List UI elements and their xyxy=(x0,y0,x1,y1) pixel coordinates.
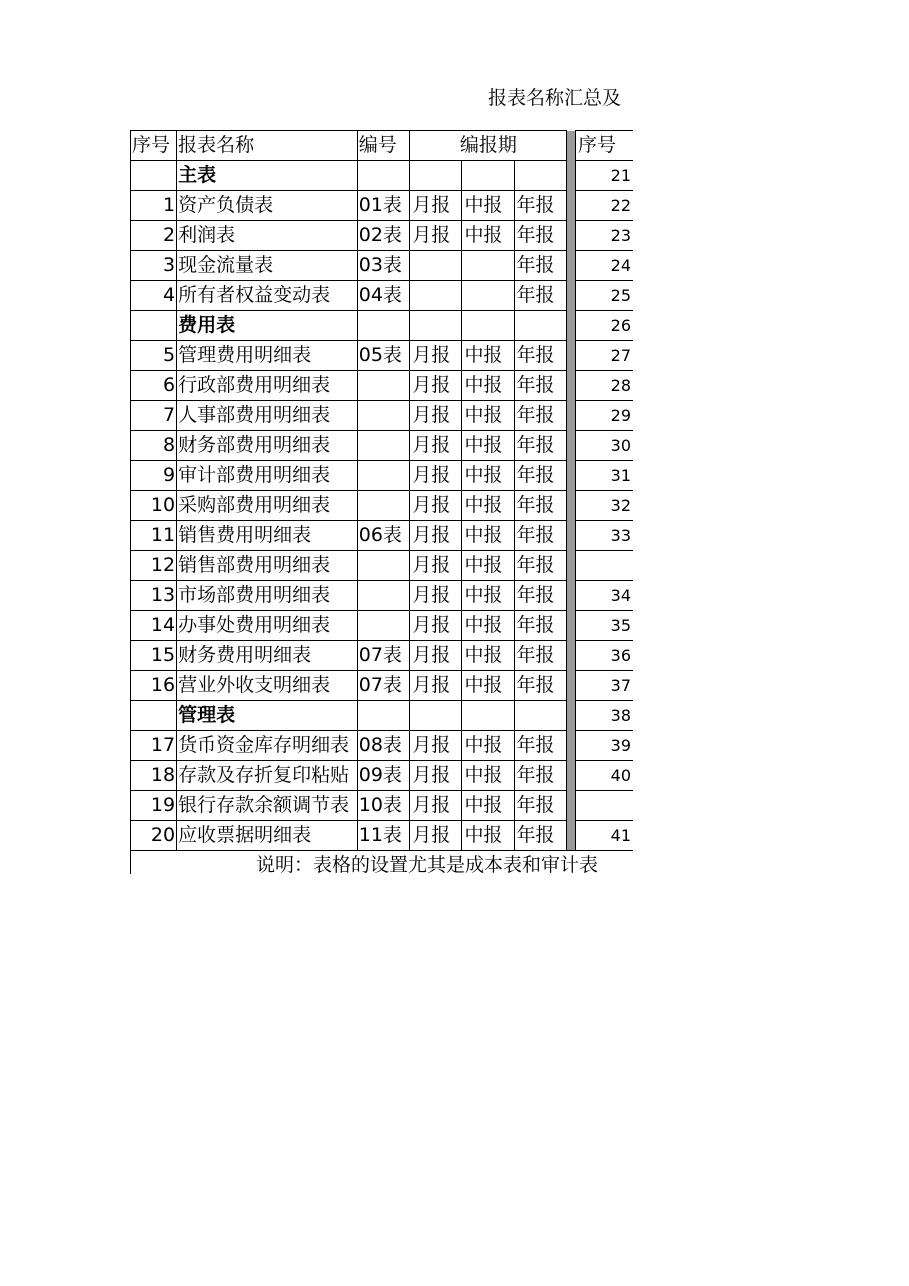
cell-code xyxy=(357,581,410,611)
cell-code: 09表 xyxy=(357,761,410,791)
cell-code: 07表 xyxy=(357,671,410,701)
cell-seq: 7 xyxy=(131,401,177,431)
cell-code xyxy=(357,551,410,581)
cell-seq: 18 xyxy=(131,761,177,791)
column-separator xyxy=(567,461,576,491)
column-separator xyxy=(567,791,576,821)
table-row xyxy=(131,191,634,221)
table-row xyxy=(131,671,634,701)
cell-half-yearly: 中报 xyxy=(462,371,514,401)
table-row xyxy=(131,761,634,791)
note-row xyxy=(131,851,634,875)
cell-code: 02表 xyxy=(357,221,410,251)
cell-seq2: 27 xyxy=(576,341,633,371)
column-separator xyxy=(567,731,576,761)
column-separator xyxy=(567,611,576,641)
cell-yearly xyxy=(514,161,567,191)
cell-yearly: 年报 xyxy=(514,401,567,431)
header-seq2: 序号 xyxy=(576,131,633,161)
cell-report-name: 现金流量表 xyxy=(177,251,358,281)
cell-seq2: 21 xyxy=(576,161,633,191)
cell-seq xyxy=(131,701,177,731)
cell-yearly: 年报 xyxy=(514,581,567,611)
cell-seq xyxy=(131,311,177,341)
cell-seq: 16 xyxy=(131,671,177,701)
column-separator xyxy=(567,761,576,791)
column-separator xyxy=(567,401,576,431)
cell-seq: 19 xyxy=(131,791,177,821)
cell-report-name: 主表 xyxy=(177,161,358,191)
cell-seq: 6 xyxy=(131,371,177,401)
cell-seq: 1 xyxy=(131,191,177,221)
column-separator xyxy=(567,131,576,161)
cell-seq2: 24 xyxy=(576,251,633,281)
cell-seq xyxy=(131,161,177,191)
cell-seq: 2 xyxy=(131,221,177,251)
cell-yearly: 年报 xyxy=(514,251,567,281)
cell-report-name: 行政部费用明细表 xyxy=(177,371,358,401)
cell-seq: 13 xyxy=(131,581,177,611)
cell-code xyxy=(357,311,410,341)
cell-code xyxy=(357,161,410,191)
column-separator xyxy=(567,551,576,581)
cell-seq2: 23 xyxy=(576,221,633,251)
cell-seq2: 31 xyxy=(576,461,633,491)
table-row xyxy=(131,371,634,401)
cell-report-name: 资产负债表 xyxy=(177,191,358,221)
cell-seq2: 36 xyxy=(576,641,633,671)
column-separator xyxy=(567,161,576,191)
report-table xyxy=(130,130,633,874)
cell-report-name: 采购部费用明细表 xyxy=(177,491,358,521)
column-separator xyxy=(567,491,576,521)
cell-code: 03表 xyxy=(357,251,410,281)
cell-monthly: 月报 xyxy=(410,431,462,461)
cell-monthly: 月报 xyxy=(410,521,462,551)
table-row xyxy=(131,521,634,551)
cell-seq: 14 xyxy=(131,611,177,641)
cell-seq2: 38 xyxy=(576,701,633,731)
cell-yearly: 年报 xyxy=(514,671,567,701)
cell-monthly: 月报 xyxy=(410,611,462,641)
cell-half-yearly xyxy=(462,251,514,281)
cell-half-yearly: 中报 xyxy=(462,641,514,671)
cell-half-yearly: 中报 xyxy=(462,581,514,611)
column-separator xyxy=(567,821,576,851)
cell-seq2: 22 xyxy=(576,191,633,221)
table-row xyxy=(131,341,634,371)
cell-seq: 20 xyxy=(131,821,177,851)
header-seq: 序号 xyxy=(131,131,177,161)
cell-monthly xyxy=(410,701,462,731)
cell-monthly: 月报 xyxy=(410,731,462,761)
table-body xyxy=(131,161,634,851)
cell-monthly: 月报 xyxy=(410,551,462,581)
cell-half-yearly: 中报 xyxy=(462,791,514,821)
cell-code: 08表 xyxy=(357,731,410,761)
cell-report-name: 市场部费用明细表 xyxy=(177,581,358,611)
cell-seq2: 33 xyxy=(576,521,633,551)
cell-seq2: 25 xyxy=(576,281,633,311)
column-separator xyxy=(567,521,576,551)
cell-half-yearly xyxy=(462,281,514,311)
note-text: 说明：表格的设置尤其是成本表和审计表 xyxy=(131,851,634,875)
table-row xyxy=(131,281,634,311)
cell-code xyxy=(357,431,410,461)
cell-yearly xyxy=(514,311,567,341)
cell-code xyxy=(357,461,410,491)
table-row xyxy=(131,641,634,671)
cell-monthly: 月报 xyxy=(410,821,462,851)
cell-report-name: 销售费用明细表 xyxy=(177,521,358,551)
cell-code: 05表 xyxy=(357,341,410,371)
cell-yearly: 年报 xyxy=(514,431,567,461)
section-row xyxy=(131,311,634,341)
table-row xyxy=(131,791,634,821)
cell-half-yearly: 中报 xyxy=(462,521,514,551)
cell-seq2 xyxy=(576,791,633,821)
cell-monthly: 月报 xyxy=(410,641,462,671)
cell-half-yearly xyxy=(462,311,514,341)
table-row xyxy=(131,551,634,581)
cell-monthly xyxy=(410,251,462,281)
column-separator xyxy=(567,281,576,311)
cell-half-yearly: 中报 xyxy=(462,671,514,701)
table-row xyxy=(131,401,634,431)
column-separator xyxy=(567,191,576,221)
cell-code xyxy=(357,701,410,731)
cell-yearly: 年报 xyxy=(514,341,567,371)
cell-half-yearly: 中报 xyxy=(462,431,514,461)
cell-yearly: 年报 xyxy=(514,791,567,821)
section-row xyxy=(131,701,634,731)
cell-code xyxy=(357,401,410,431)
cell-seq2: 39 xyxy=(576,731,633,761)
cell-seq: 4 xyxy=(131,281,177,311)
cell-report-name: 销售部费用明细表 xyxy=(177,551,358,581)
column-separator xyxy=(567,641,576,671)
cell-report-name: 财务费用明细表 xyxy=(177,641,358,671)
cell-monthly: 月报 xyxy=(410,371,462,401)
cell-half-yearly: 中报 xyxy=(462,551,514,581)
cell-report-name: 利润表 xyxy=(177,221,358,251)
cell-report-name: 所有者权益变动表 xyxy=(177,281,358,311)
cell-code: 11表 xyxy=(357,821,410,851)
cell-yearly: 年报 xyxy=(514,521,567,551)
table-row xyxy=(131,581,634,611)
column-separator xyxy=(567,311,576,341)
cell-seq: 10 xyxy=(131,491,177,521)
cell-monthly: 月报 xyxy=(410,221,462,251)
cell-seq: 5 xyxy=(131,341,177,371)
cell-yearly: 年报 xyxy=(514,761,567,791)
table-row xyxy=(131,431,634,461)
cell-monthly: 月报 xyxy=(410,761,462,791)
cell-monthly: 月报 xyxy=(410,461,462,491)
cell-seq2: 40 xyxy=(576,761,633,791)
cell-seq: 3 xyxy=(131,251,177,281)
cell-seq2 xyxy=(576,551,633,581)
cell-yearly: 年报 xyxy=(514,551,567,581)
cell-code: 06表 xyxy=(357,521,410,551)
report-title: 报表名称汇总及 xyxy=(488,87,622,109)
cell-yearly: 年报 xyxy=(514,191,567,221)
cell-monthly xyxy=(410,311,462,341)
cell-half-yearly: 中报 xyxy=(462,341,514,371)
cell-code: 07表 xyxy=(357,641,410,671)
cell-seq2: 35 xyxy=(576,611,633,641)
cell-yearly: 年报 xyxy=(514,371,567,401)
cell-half-yearly: 中报 xyxy=(462,761,514,791)
cell-seq2: 28 xyxy=(576,371,633,401)
cell-report-name: 费用表 xyxy=(177,311,358,341)
cell-yearly: 年报 xyxy=(514,731,567,761)
cell-seq: 17 xyxy=(131,731,177,761)
cell-monthly: 月报 xyxy=(410,401,462,431)
cell-yearly: 年报 xyxy=(514,491,567,521)
cell-monthly: 月报 xyxy=(410,191,462,221)
cell-report-name: 财务部费用明细表 xyxy=(177,431,358,461)
column-separator xyxy=(567,251,576,281)
table-row xyxy=(131,221,634,251)
column-separator xyxy=(567,371,576,401)
cell-seq2: 41 xyxy=(576,821,633,851)
cell-report-name: 审计部费用明细表 xyxy=(177,461,358,491)
cell-report-name: 货币资金库存明细表 xyxy=(177,731,358,761)
cell-seq2: 34 xyxy=(576,581,633,611)
column-separator xyxy=(567,431,576,461)
cell-report-name: 银行存款余额调节表 xyxy=(177,791,358,821)
cell-yearly: 年报 xyxy=(514,221,567,251)
cell-half-yearly: 中报 xyxy=(462,401,514,431)
cell-half-yearly: 中报 xyxy=(462,491,514,521)
cell-monthly: 月报 xyxy=(410,581,462,611)
header-row xyxy=(131,131,634,161)
cell-half-yearly: 中报 xyxy=(462,191,514,221)
cell-report-name: 办事处费用明细表 xyxy=(177,611,358,641)
cell-code: 01表 xyxy=(357,191,410,221)
cell-code xyxy=(357,491,410,521)
cell-code: 10表 xyxy=(357,791,410,821)
cell-yearly xyxy=(514,701,567,731)
cell-seq: 15 xyxy=(131,641,177,671)
table-row xyxy=(131,821,634,851)
table-row xyxy=(131,461,634,491)
cell-report-name: 存款及存折复印粘贴 xyxy=(177,761,358,791)
cell-report-name: 营业外收支明细表 xyxy=(177,671,358,701)
table-row xyxy=(131,491,634,521)
column-separator xyxy=(567,701,576,731)
header-name: 报表名称 xyxy=(177,131,358,161)
table-row xyxy=(131,611,634,641)
cell-monthly: 月报 xyxy=(410,491,462,521)
report-table-container xyxy=(130,130,633,874)
cell-half-yearly xyxy=(462,161,514,191)
cell-report-name: 管理表 xyxy=(177,701,358,731)
cell-monthly xyxy=(410,281,462,311)
cell-half-yearly xyxy=(462,701,514,731)
cell-yearly: 年报 xyxy=(514,281,567,311)
table-row xyxy=(131,731,634,761)
cell-monthly: 月报 xyxy=(410,791,462,821)
column-separator xyxy=(567,221,576,251)
cell-monthly: 月报 xyxy=(410,341,462,371)
cell-code xyxy=(357,611,410,641)
cell-report-name: 应收票据明细表 xyxy=(177,821,358,851)
cell-yearly: 年报 xyxy=(514,821,567,851)
cell-seq: 9 xyxy=(131,461,177,491)
cell-seq: 8 xyxy=(131,431,177,461)
cell-seq: 12 xyxy=(131,551,177,581)
cell-seq2: 30 xyxy=(576,431,633,461)
cell-seq2: 29 xyxy=(576,401,633,431)
table-row xyxy=(131,251,634,281)
column-separator xyxy=(567,671,576,701)
cell-monthly xyxy=(410,161,462,191)
cell-monthly: 月报 xyxy=(410,671,462,701)
cell-seq2: 26 xyxy=(576,311,633,341)
cell-half-yearly: 中报 xyxy=(462,611,514,641)
cell-report-name: 人事部费用明细表 xyxy=(177,401,358,431)
cell-seq2: 37 xyxy=(576,671,633,701)
cell-half-yearly: 中报 xyxy=(462,221,514,251)
cell-yearly: 年报 xyxy=(514,641,567,671)
cell-report-name: 管理费用明细表 xyxy=(177,341,358,371)
header-period: 编报期 xyxy=(410,131,567,161)
cell-half-yearly: 中报 xyxy=(462,461,514,491)
section-row xyxy=(131,161,634,191)
cell-half-yearly: 中报 xyxy=(462,821,514,851)
header-code: 编号 xyxy=(357,131,410,161)
cell-code: 04表 xyxy=(357,281,410,311)
cell-yearly: 年报 xyxy=(514,461,567,491)
cell-seq: 11 xyxy=(131,521,177,551)
column-separator xyxy=(567,341,576,371)
cell-code xyxy=(357,371,410,401)
cell-seq2: 32 xyxy=(576,491,633,521)
cell-yearly: 年报 xyxy=(514,611,567,641)
column-separator xyxy=(567,581,576,611)
cell-half-yearly: 中报 xyxy=(462,731,514,761)
